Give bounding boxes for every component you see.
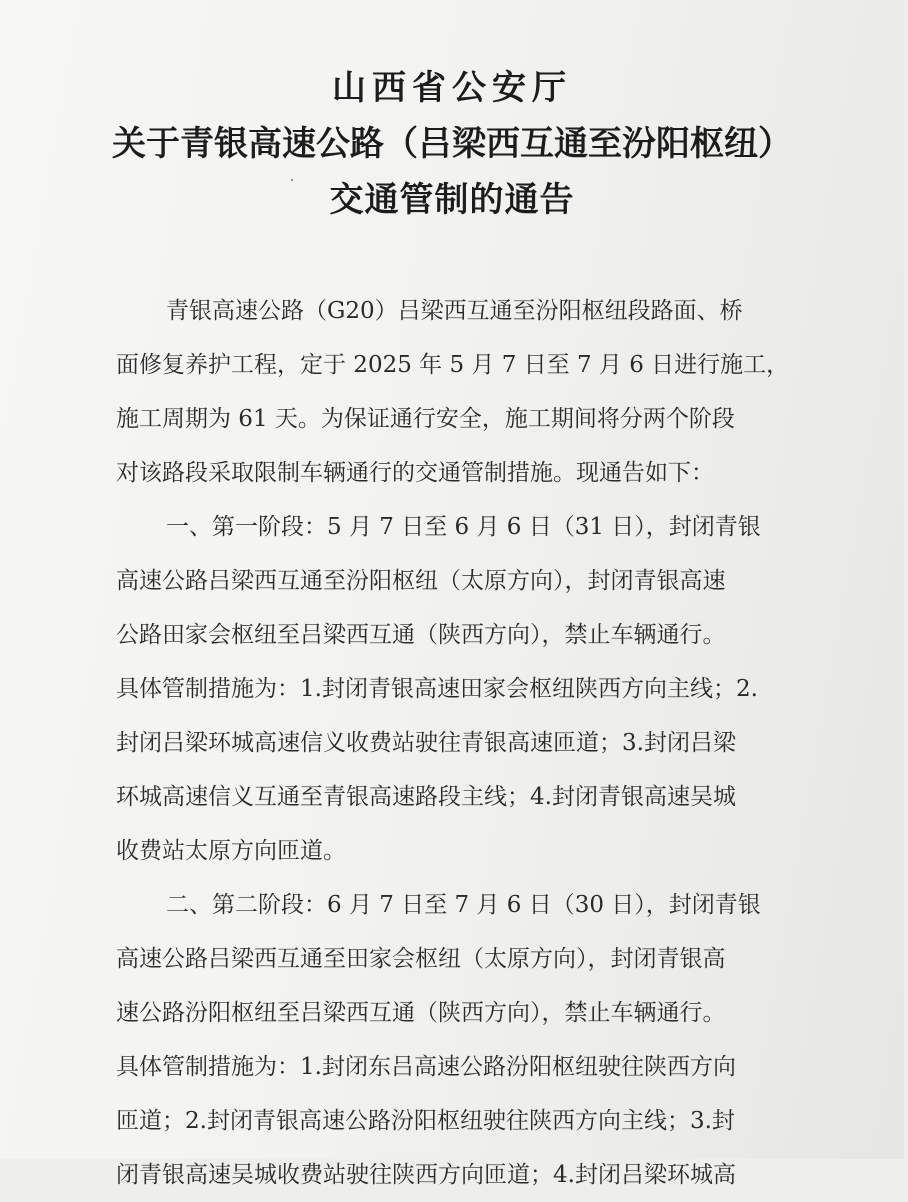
body-line: 闭青银高速吴城收费站驶往陕西方向匝道；4.封闭吕梁环城高 bbox=[116, 1162, 736, 1188]
body-line: 青银高速公路（G20）吕梁西互通至汾阳枢纽段路面、桥 bbox=[166, 298, 743, 324]
title-issuer: 山西省公安厅 bbox=[332, 68, 572, 108]
body-line: 速公路汾阳枢纽至吕梁西互通（陕西方向），禁止车辆通行。 bbox=[116, 1000, 726, 1026]
body-line: 环城高速信义互通至青银高速路段主线；4.封闭青银高速吴城 bbox=[116, 784, 736, 810]
body-line: 具体管制措施为：1.封闭东吕高速公路汾阳枢纽驶往陕西方向 bbox=[116, 1054, 736, 1080]
body-line: 施工周期为 61 天。为保证通行安全，施工期间将分两个阶段 bbox=[116, 406, 735, 432]
body-line: 封闭吕梁环城高速信义收费站驶往青银高速匝道；3.封闭吕梁 bbox=[116, 730, 736, 756]
body-line: 高速公路吕梁西互通至汾阳枢纽（太原方向），封闭青银高速 bbox=[116, 568, 726, 594]
body-line: 收费站太原方向匝道。 bbox=[116, 838, 346, 864]
body-line: 二、第二阶段：6 月 7 日至 7 月 6 日（30 日），封闭青银 bbox=[166, 892, 761, 918]
body-line: 高速公路吕梁西互通至田家会枢纽（太原方向），封闭青银高 bbox=[116, 946, 726, 972]
body-line: 对该路段采取限制车辆通行的交通管制措施。现通告如下： bbox=[116, 460, 714, 486]
body-line: 匝道；2.封闭青银高速公路汾阳枢纽驶往陕西方向主线；3.封 bbox=[116, 1108, 735, 1134]
body-line: 公路田家会枢纽至吕梁西互通（陕西方向），禁止车辆通行。 bbox=[116, 622, 726, 648]
body-line: 面修复养护工程，定于 2025 年 5 月 7 日至 7 月 6 日进行施工， bbox=[116, 352, 790, 378]
notice-title bbox=[0, 60, 904, 228]
title-notice-type: 交通管制的通告 bbox=[329, 180, 575, 220]
body-line: 一、第一阶段：5 月 7 日至 6 月 6 日（31 日），封闭青银 bbox=[166, 514, 761, 540]
body-line: 具体管制措施为：1.封闭青银高速田家会枢纽陕西方向主线；2. bbox=[116, 676, 758, 702]
title-subject: 关于青银高速公路（吕梁西互通至汾阳枢纽） bbox=[112, 124, 792, 164]
notice-body bbox=[116, 284, 908, 1202]
